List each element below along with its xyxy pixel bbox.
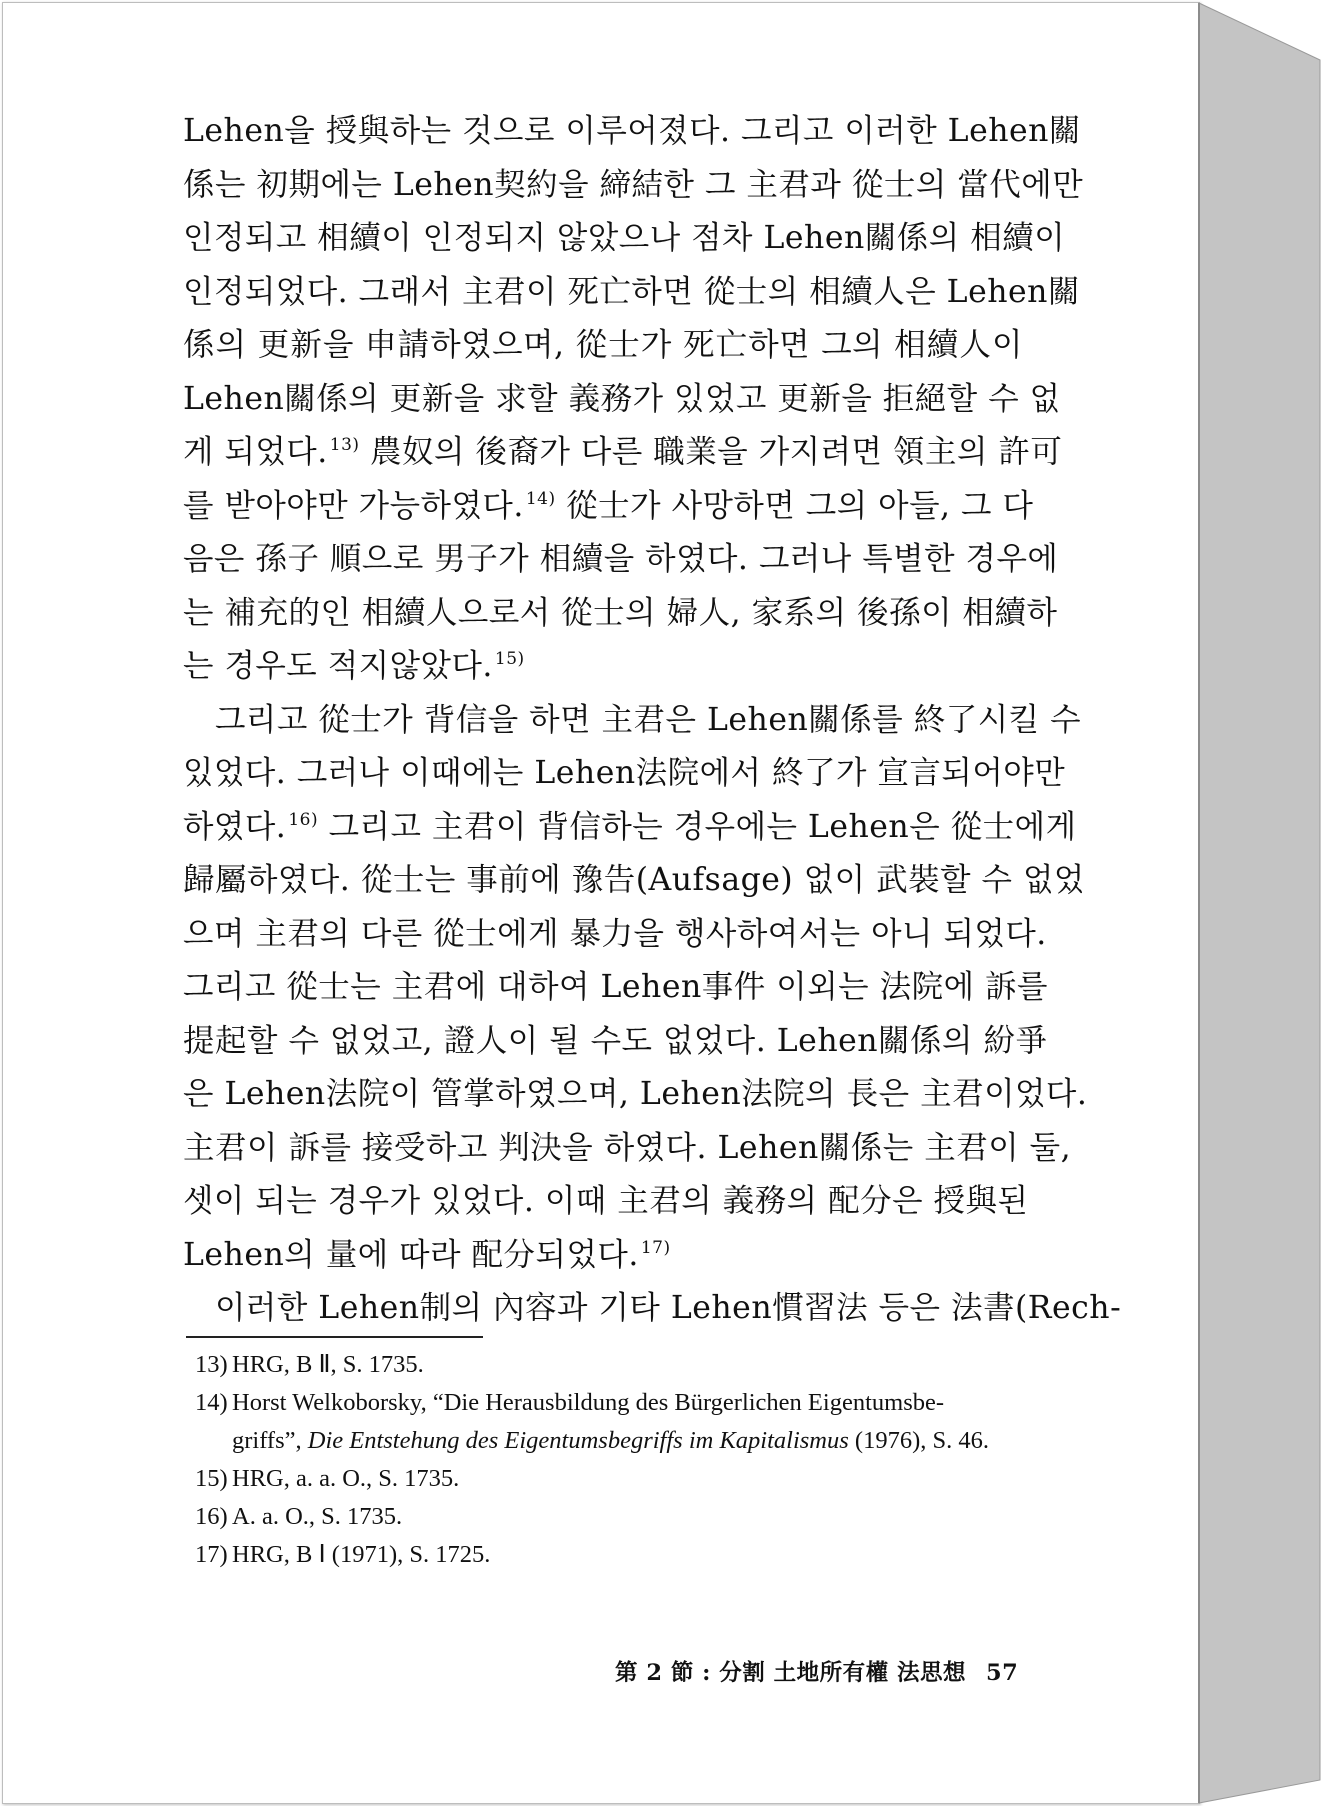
text-segment: 그리고 主君이 背信하는 경우에는 Lehen은 從士에게 xyxy=(318,808,1077,845)
text-segment: 農奴의 後裔가 다른 職業을 가지려면 領主의 許可 xyxy=(359,434,1063,470)
footnotes-block xyxy=(195,1346,1035,1574)
text-line: 있었다. 그러나 이때에는 Lehen法院에서 終了가 宣言되어야만 xyxy=(183,755,1066,791)
footnote-16 xyxy=(195,1498,1035,1536)
text-line: Lehen을 授與하는 것으로 이루어졌다. 그리고 이러한 Lehen關 xyxy=(183,113,1081,149)
footnote-14 xyxy=(195,1384,1035,1422)
text-segment: 게 되었다. xyxy=(183,434,328,470)
section-title: 第 2 節 : 分割 土地所有權 法思想 xyxy=(615,1660,966,1686)
main-text-block xyxy=(183,105,1122,1336)
text-line: 歸屬하였다. 從士는 事前에 豫告(Aufsage) 없이 武裝할 수 없었 xyxy=(183,862,1085,898)
text-line: 는 補充的인 相續人으로서 從士의 婦人, 家系의 後孫이 相續하 xyxy=(183,594,1058,631)
text-line: 으며 主君의 다른 從士에게 暴力을 행사하여서는 아니 되었다. xyxy=(183,915,1047,952)
text-line: 主君이 訴를 接受하고 判決을 하였다. Lehen關係는 主君이 둘, xyxy=(183,1129,1072,1166)
text-line: 係의 更新을 申請하였으며, 從士가 死亡하면 그의 相續人이 xyxy=(183,327,1023,363)
text-segment: 를 받아야만 가능하였다. xyxy=(183,487,524,524)
footnote-ref-17[interactable]: 17) xyxy=(640,1237,671,1258)
text-line xyxy=(183,801,1077,855)
footnote-text: A. a. O., S. 1735. xyxy=(232,1503,403,1530)
footnote-15 xyxy=(195,1460,1035,1498)
footnote-text: Horst Welkoborsky, “Die Herausbildung des Bürgerlichen Eigentumsbe- xyxy=(232,1389,945,1416)
running-footer xyxy=(615,1655,1018,1687)
footnote-number: 13) xyxy=(195,1351,228,1378)
text-line: 은 Lehen法院이 管掌하였으며, Lehen法院의 長은 主君이었다. xyxy=(183,1076,1088,1112)
footnote-ref-16[interactable]: 16) xyxy=(288,809,319,830)
text-segment: 는 경우도 적지않았다. xyxy=(183,648,493,684)
footnote-text: griffs”, xyxy=(232,1427,308,1454)
footnote-text: HRG, B Ⅱ, S. 1735. xyxy=(232,1351,424,1378)
text-segment: 從士가 사망하면 그의 아들, 그 다 xyxy=(555,487,1034,524)
text-line xyxy=(183,640,1023,694)
footnote-number: 17) xyxy=(195,1541,228,1568)
footnote-ref-13[interactable]: 13) xyxy=(329,435,360,455)
footnote-13 xyxy=(195,1346,1035,1384)
text-line xyxy=(183,426,1063,480)
footnote-text: HRG, B Ⅰ (1971), S. 1725. xyxy=(232,1541,491,1568)
footnote-text: (1976), S. 46. xyxy=(848,1427,989,1454)
text-line: 인정되었다. 그래서 主君이 死亡하면 從士의 相續人은 Lehen關 xyxy=(183,273,1080,310)
footnote-book-title: Die Entstehung des Eigentumsbegriffs im Kapitalismus xyxy=(307,1427,849,1454)
text-line: 셋이 되는 경우가 있었다. 이때 主君의 義務의 配分은 授與된 xyxy=(183,1183,1029,1219)
text-line: 그리고 從士는 主君에 대하여 Lehen事件 이외는 法院에 訴를 xyxy=(183,969,1048,1005)
text-segment: Lehen의 量에 따라 配分되었다. xyxy=(183,1236,639,1273)
footnote-number: 15) xyxy=(195,1465,228,1492)
footnote-separator xyxy=(186,1336,483,1338)
footnote-number: 16) xyxy=(195,1503,228,1530)
footnote-number: 14) xyxy=(195,1389,228,1416)
text-line: 인정되고 相續이 인정되지 않았으나 점차 Lehen關係의 相續이 xyxy=(183,220,1066,256)
text-line: 係는 初期에는 Lehen契約을 締結한 그 主君과 從士의 當代에만 xyxy=(183,166,1084,203)
page-number: 57 xyxy=(985,1660,1019,1686)
text-line xyxy=(183,480,1034,534)
footnote-14-continuation xyxy=(195,1422,1035,1460)
text-line: 그리고 從士가 背信을 하면 主君은 Lehen關係를 終了시킬 수 xyxy=(215,701,1082,738)
footnote-ref-15[interactable]: 15) xyxy=(494,649,525,669)
footnote-ref-14[interactable]: 14) xyxy=(525,488,556,509)
text-line: 提起할 수 없었고, 證人이 될 수도 없었다. Lehen關係의 紛爭 xyxy=(183,1022,1048,1059)
text-line xyxy=(183,1229,1023,1283)
text-line: 음은 孫子 順으로 男子가 相續을 하였다. 그러나 특별한 경우에 xyxy=(183,541,1059,577)
footnote-17 xyxy=(195,1536,1035,1574)
text-line: 이러한 Lehen制의 內容과 기타 Lehen慣習法 등은 法書(Rech- xyxy=(215,1290,1122,1326)
footnote-text: HRG, a. a. O., S. 1735. xyxy=(232,1465,460,1492)
text-segment: 하였다. xyxy=(183,808,287,845)
text-line: Lehen關係의 更新을 求할 義務가 있었고 更新을 拒絕할 수 없 xyxy=(183,380,1061,417)
